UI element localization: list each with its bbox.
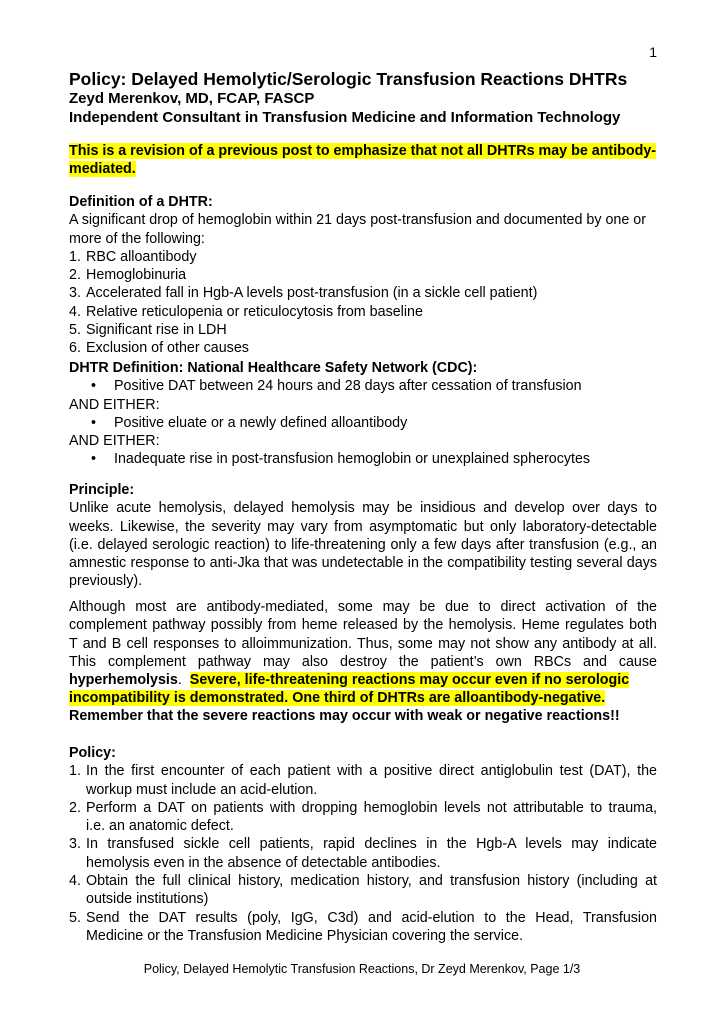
highlighted-warning-1: Severe, life-threatening reactions may occur even if no serologic <box>189 672 630 689</box>
list-item <box>69 377 657 395</box>
list-item <box>69 835 657 872</box>
list-number: 3. <box>69 836 81 853</box>
principle-line: weeks. Likewise, the severity may vary from asymptomatic but only laboratory-detectable <box>69 518 657 535</box>
nhsn-bullet-list-2 <box>69 414 657 432</box>
list-number: 5. <box>69 322 81 339</box>
list-number: 3. <box>69 285 81 302</box>
list-number: 2. <box>69 267 81 284</box>
list-number: 1. <box>69 763 81 780</box>
list-item <box>69 450 657 468</box>
list-number: 5. <box>69 909 81 926</box>
list-text: Medicine or the Transfusion Medicine Physician covering the service. <box>86 927 524 944</box>
list-item <box>69 339 657 357</box>
list-item <box>69 284 657 302</box>
paragraph-line: complement pathway possibly from heme released by the hemolysis. Heme regulates both <box>69 617 657 634</box>
list-text: hemolysis even in the absence of detectable antibodies. <box>86 854 441 871</box>
paragraph-line <box>69 671 657 689</box>
list-number: 6. <box>69 340 81 357</box>
list-item <box>69 909 657 946</box>
list-text: Hemoglobinuria <box>86 267 187 284</box>
policy-list <box>69 762 657 945</box>
period: . <box>177 672 190 689</box>
list-text: Perform a DAT on patients with dropping hemoglobin levels not attributable to trauma, <box>86 799 657 816</box>
definition-heading: Definition of a DHTR: <box>69 194 213 210</box>
and-either-2: AND EITHER: <box>69 433 160 450</box>
principle-heading: Principle: <box>69 482 135 498</box>
policy-heading: Policy: <box>69 745 116 761</box>
list-text: Send the DAT results (poly, IgG, C3d) and acid-elution to the Head, Transfusion <box>86 909 657 926</box>
principle-paragraph-2 <box>69 598 657 708</box>
list-text: Positive eluate or a newly defined alloantibody <box>114 414 408 431</box>
principle-line: amnestic response to anti-Jka that was undetectable in the compatibility testing several days <box>69 555 657 572</box>
list-number: 4. <box>69 873 81 890</box>
author-line: Zeyd Merenkov, MD, FCAP, FASCP <box>69 90 315 107</box>
list-item <box>69 799 657 836</box>
list-text: i.e. an anatomic defect. <box>86 818 234 835</box>
list-item <box>69 266 657 284</box>
list-text: Significant rise in LDH <box>86 322 227 339</box>
list-number: 2. <box>69 799 81 816</box>
affiliation-line: Independent Consultant in Transfusion Medicine and Information Technology <box>69 109 621 126</box>
document-title: Policy: Delayed Hemolytic/Serologic Transfusion Reactions DHTRs <box>69 69 628 89</box>
list-text: Positive DAT between 24 hours and 28 days after cessation of transfusion <box>114 378 582 395</box>
nhsn-bullet-list-1 <box>69 377 657 395</box>
list-item <box>69 762 657 799</box>
paragraph-line: Although most are antibody-mediated, some may be due to direct activation of the <box>69 599 657 615</box>
list-text: Accelerated fall in Hgb-A levels post-transfusion (in a sickle cell patient) <box>86 285 538 302</box>
list-number: 1. <box>69 248 81 265</box>
list-text: Inadequate rise in post-transfusion hemoglobin or unexplained spherocytes <box>114 451 591 468</box>
list-item <box>69 303 657 321</box>
bullet-icon: • <box>91 378 97 395</box>
definition-intro-line1: A significant drop of hemoglobin within 21 days post-transfusion and documented by one or <box>69 212 646 229</box>
definition-list <box>69 248 657 358</box>
bullet-icon: • <box>91 414 97 431</box>
list-text: In the first encounter of each patient with a positive direct antiglobulin test (DAT), the <box>86 763 657 780</box>
hyperhemolysis-term: hyperhemolysis <box>69 672 178 689</box>
list-text: workup must include an acid-elution. <box>86 781 318 798</box>
list-text: Exclusion of other causes <box>86 340 249 357</box>
definition-section <box>69 193 657 358</box>
list-text: RBC alloantibody <box>86 248 197 265</box>
principle-section <box>69 481 657 591</box>
list-text: Obtain the full clinical history, medication history, and transfusion history (including at <box>86 873 657 890</box>
nhsn-heading: DHTR Definition: National Healthcare Safety Network (CDC): <box>69 360 478 376</box>
reminder-text: Remember that the severe reactions may occur with weak or negative reactions!! <box>69 708 620 724</box>
list-item <box>69 248 657 266</box>
and-either-1: AND EITHER: <box>69 396 160 413</box>
list-item <box>69 321 657 339</box>
page-number: 1 <box>649 44 657 60</box>
revision-note-line2: mediated. <box>69 161 136 178</box>
definition-intro-line2: more of the following: <box>69 230 205 247</box>
paragraph-line: T and B cell responses to alloimmunization. Thus, some may not show any antibody at all. <box>69 635 657 652</box>
revision-note-line1: This is a revision of a previous post to emphasize that not all DHTRs may be antibody- <box>69 143 657 159</box>
list-item <box>69 414 657 432</box>
highlighted-warning-2: incompatibility is demonstrated. One third of DHTRs are alloantibody-negative. <box>69 690 606 707</box>
list-text: In transfused sickle cell patients, rapid declines in the Hgb-A levels may indicate <box>86 836 657 853</box>
principle-line: previously). <box>69 573 143 590</box>
principle-line: (i.e. delayed serologic reaction) to life-threatening only a few days after transfusion (e.g., an <box>69 536 657 553</box>
page-footer: Policy, Delayed Hemolytic Transfusion Reactions, Dr Zeyd Merenkov, Page 1/3 <box>143 962 581 976</box>
nhsn-bullet-list-3 <box>69 450 657 468</box>
paragraph-line: This complement pathway may also destroy the patient’s own RBCs and cause <box>69 653 657 670</box>
policy-section <box>69 744 657 945</box>
list-text: outside institutions) <box>86 891 209 908</box>
list-item <box>69 872 657 909</box>
nhsn-section <box>69 359 657 469</box>
revision-note <box>69 142 657 179</box>
list-text: Relative reticulopenia or reticulocytosis from baseline <box>86 303 423 320</box>
list-number: 4. <box>69 303 81 320</box>
principle-line: Unlike acute hemolysis, delayed hemolysis may be insidious and develop over days to <box>69 500 657 517</box>
bullet-icon: • <box>91 451 97 468</box>
